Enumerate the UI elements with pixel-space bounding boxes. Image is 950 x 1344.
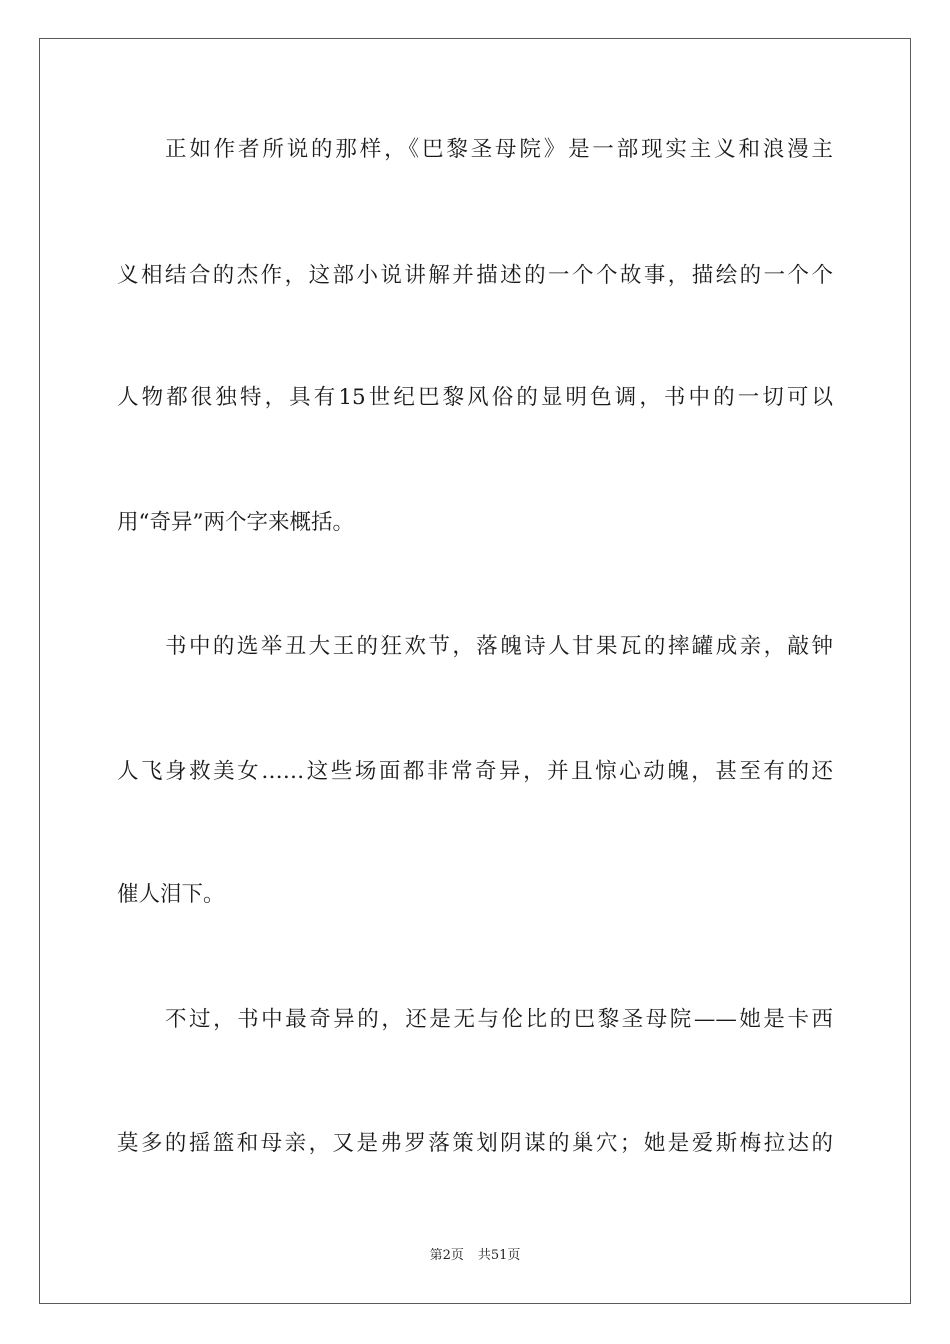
paragraph-1-line-2: 义相结合的杰作，这部小说讲解并描述的一个个故事，描绘的一个个 — [117, 263, 833, 288]
page-border — [39, 38, 911, 1304]
paragraph-3-line-1: 不过，书中最奇异的，还是无与伦比的巴黎圣母院——她是卡西 — [165, 1007, 833, 1032]
paragraph-2-line-1: 书中的选举丑大王的狂欢节，落魄诗人甘果瓦的摔罐成亲，敲钟 — [165, 634, 833, 659]
page-total: 共51页 — [477, 1248, 521, 1263]
paragraph-1-line-1: 正如作者所说的那样，《巴黎圣母院》是一部现实主义和浪漫主 — [165, 137, 833, 162]
paragraph-1-line-3: 人物都很独特，具有15世纪巴黎风俗的显明色调，书中的一切可以 — [117, 385, 833, 410]
paragraph-3-line-2: 莫多的摇篮和母亲，又是弗罗落策划阴谋的巢穴；她是爱斯梅拉达的 — [117, 1131, 833, 1156]
paragraph-1-line-4: 用“奇异”两个字来概括。 — [117, 510, 354, 535]
page-footer — [0, 1246, 950, 1266]
page-number: 第2页 — [429, 1248, 464, 1263]
paragraph-2-line-3: 催人泪下。 — [117, 882, 225, 907]
paragraph-2-line-2: 人飞身救美女……这些场面都非常奇异，并且惊心动魄，甚至有的还 — [117, 759, 833, 784]
